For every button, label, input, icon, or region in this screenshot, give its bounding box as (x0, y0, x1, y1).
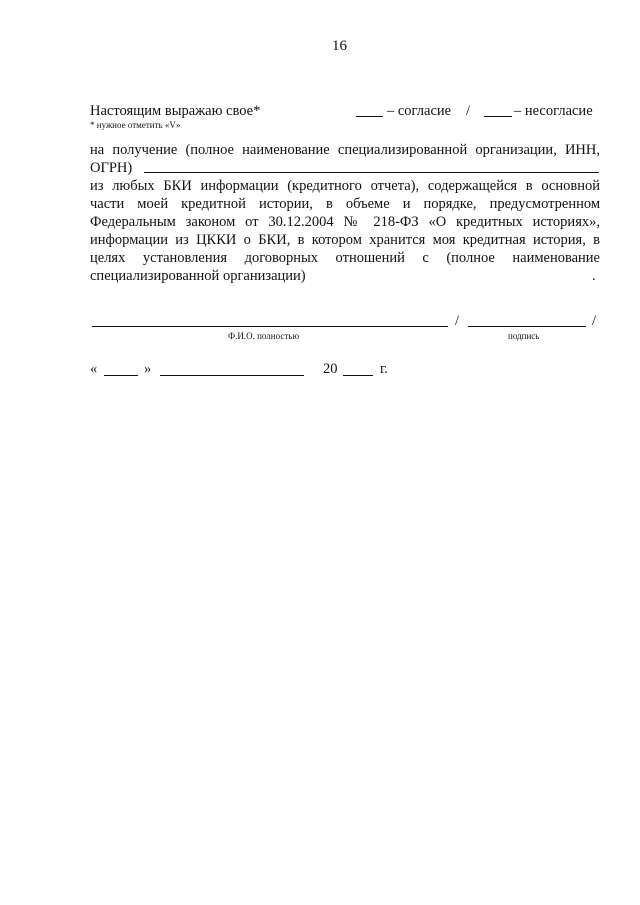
agree-mark-blank[interactable] (356, 103, 383, 117)
body-line-7: целях установления договорных отношений с (полное наименование (90, 250, 600, 266)
body-line-1: на получение (полное наименование специализированной организации, ИНН, (90, 142, 600, 158)
date-day-field[interactable] (104, 375, 138, 376)
date-close-quote: » (144, 361, 152, 377)
date-year-prefix: 20 (323, 361, 338, 377)
date-open-quote: « (90, 361, 98, 377)
disagree-label: – несогласие (514, 103, 593, 119)
signature-slash-2: / (592, 313, 597, 329)
body-line-8-end: . (592, 268, 596, 284)
body-line-6: информации из ЦККИ о БКИ, в котором хранится моя кредитная история, в (90, 232, 600, 248)
date-month-field[interactable] (160, 375, 304, 376)
consent-footnote: * нужное отметить «V» (90, 120, 181, 130)
org-name-field[interactable] (144, 172, 599, 173)
disagree-mark-blank[interactable] (484, 103, 512, 117)
signature-caption: подпись (508, 331, 540, 341)
body-line-2: ОГРН) (90, 160, 133, 176)
body-line-4: части моей кредитной истории, в объеме и порядке, предусмотренном (90, 196, 600, 212)
date-year-suffix: г. (380, 361, 388, 377)
signature-slash-1: / (455, 313, 460, 329)
consent-lead: Настоящим выражаю свое* (90, 103, 261, 119)
body-line-5: Федеральным законом от 30.12.2004 № 218-ФЗ «О кредитных историях», (90, 214, 600, 230)
signature-field[interactable] (468, 326, 586, 327)
date-year-field[interactable] (343, 375, 373, 376)
agree-label: – согласие (387, 103, 452, 119)
body-line-3: из любых БКИ информации (кредитного отчета), содержащейся в основной (90, 178, 600, 194)
page-number: 16 (332, 38, 347, 54)
fio-caption: Ф.И.О. полностью (228, 331, 300, 341)
consent-separator: / (466, 103, 471, 119)
body-line-8: специализированной организации) (90, 268, 306, 284)
fio-field[interactable] (92, 326, 448, 327)
org-name-field-2[interactable] (318, 280, 594, 281)
